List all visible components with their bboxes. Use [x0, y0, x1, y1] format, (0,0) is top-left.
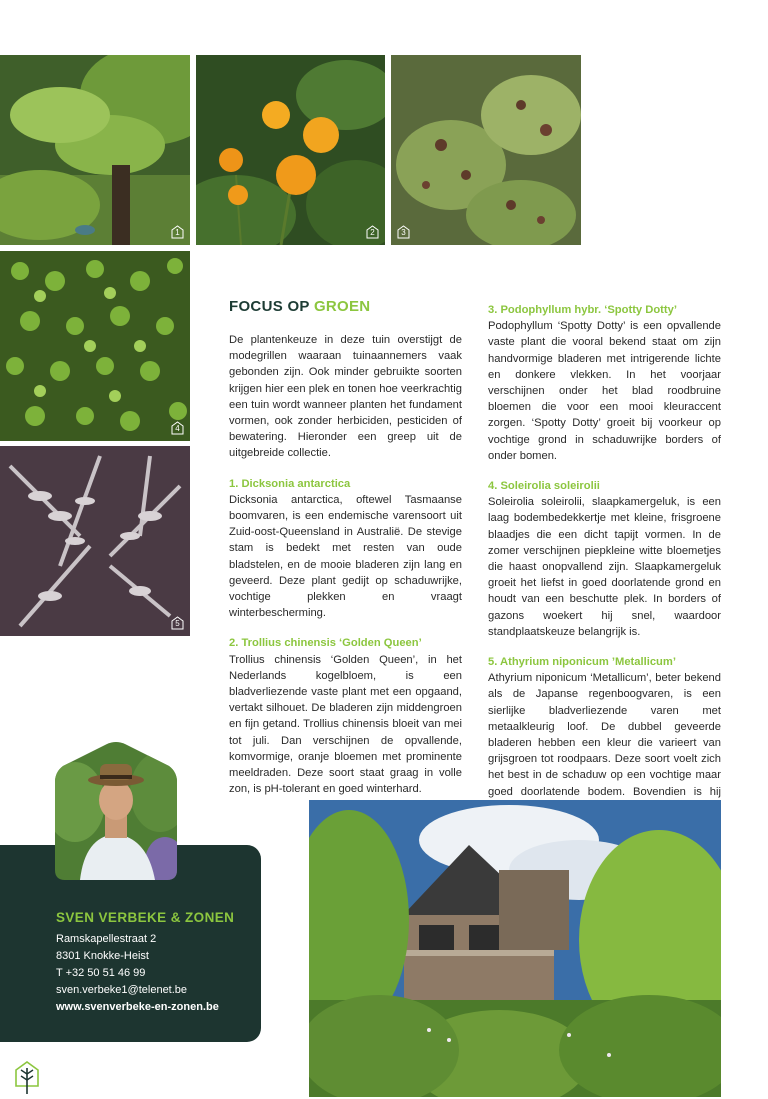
- owner-portrait: [55, 742, 177, 880]
- email-link[interactable]: sven.verbeke1@telenet.be: [56, 984, 188, 996]
- plant-text-5: Athyrium niponicum ‘Metallicum’, beter bekend als de Japanse regenboogvaren, is een sierlijke bladverliezende varen met metaalkleurig loof. De dubbel geveerde bladeren hebben een kleur die varieert van grijsgroen tot roodpaars. Deze soort voelt zich het best in de schaduw op een vochtige maar goed doorlatende bodem. Bovendien is hij: [488, 672, 721, 798]
- tree-logo-icon: [14, 1060, 40, 1094]
- section-title: FOCUS OP GROEN: [229, 298, 371, 315]
- plant-text-2: Trollius chinensis ‘Golden Queen’, in het Nederlands kogelbloem, is een bladverliezende vaste plant met een opgaand, vertakt silhouet. De bladeren zijn middengroen en fijn getand. Trollius chinensis bloeit van mei tot juli. Dan verschijnen de opvallende, komvormige, oranje bloemen met prominente meeldraden. Deze soort staat graag in volle zon, is pH-tolerant en goed winterhard.: [229, 653, 462, 796]
- article-column-right: [488, 302, 721, 816]
- photo-number-badge: 3: [397, 225, 410, 239]
- photo-podophyllum-leaves: [391, 55, 581, 245]
- website-link[interactable]: www.svenverbeke-en-zonen.be: [56, 1001, 219, 1013]
- plant-text-1: Dicksonia antarctica, oftewel Tasmaanse boomvaren, is een endemische varensoort uit Zuid-oost-Queensland in Australië. De stevige stam is bedekt met resten van oude bladstelen, en de mooie bladeren zijn lang en geveerd. Deze plant gedijt op schaduwrijke, vochtige plekken en vraagt winterbescherming.: [229, 493, 462, 620]
- photo-athyrium-fern: [0, 446, 190, 636]
- phone-number: T +32 50 51 46 99: [56, 967, 146, 979]
- plant-heading-5: 5. Athyrium niponicum ’Metallicum’: [488, 656, 676, 669]
- address-street: Ramskapellestraat 2: [56, 933, 157, 945]
- photo-number-badge: 5: [171, 616, 184, 630]
- article-column-left: [229, 298, 462, 797]
- plant-text-3: Podophyllum ‘Spotty Dotty’ is een opvallende vaste plant die vooral bekend staat om zijn handvormige bladeren met intrigerende lichte en donkere vlekken. In het voorjaar verschijnen onder het blad roodbruine bloemen die voor een mooi kleuraccent zorgen. ‘Spotty Dotty’ groeit bij voorkeur op vochtige grond in schaduwrijke borders of onder bomen.: [488, 320, 721, 462]
- photo-soleirolia: [0, 251, 190, 441]
- intro-paragraph: De plantenkeuze in deze tuin overstijgt de modegrillen waaraan tuinaannemers vaak gebonden zijn. Ook minder gebruikte soorten krijgen hier een plek en tonen hoe veerkrachtig een tuin wordt wanneer planten het fundament vormen, ook zonder herbiciden, pesticiden of bewatering. Hieronder een greep uit de uitgebreide collectie.: [229, 334, 462, 460]
- address-city: 8301 Knokke-Heist: [56, 950, 149, 962]
- photo-number-badge: 1: [171, 225, 184, 239]
- plant-heading-3: 3. Podophyllum hybr. ‘Spotty Dotty’: [488, 304, 677, 316]
- photo-number-badge: 4: [171, 421, 184, 435]
- company-name: SVEN VERBEKE & ZONEN: [56, 910, 235, 925]
- photo-garden-house: [309, 800, 721, 1097]
- photo-number-badge: 2: [366, 225, 379, 239]
- plant-heading-4: 4. Soleirolia soleirolii: [488, 480, 600, 493]
- photo-trollius-flowers: [196, 55, 385, 245]
- photo-tree-fern: [0, 55, 190, 245]
- plant-heading-1: 1. Dicksonia antarctica: [229, 477, 351, 490]
- plant-text-4: Soleirolia soleirolii, slaapkamergeluk, is een laag bodembedekkertje met kleine, frisgroene blaadjes die een dicht tapijt vormen. In de zomer verschijnen piepkleine witte bloemetjes die haast onopvallend zijn. Slaapkamergeluk groeit het liefst in goed doorlatende grond en houdt van een beschutte plek. In borders of gazons woekert hij snel, waardoor standplaatskeuze belangrijk is.: [488, 496, 721, 638]
- plant-heading-2: 2. Trollius chinensis ‘Golden Queen’: [229, 637, 422, 650]
